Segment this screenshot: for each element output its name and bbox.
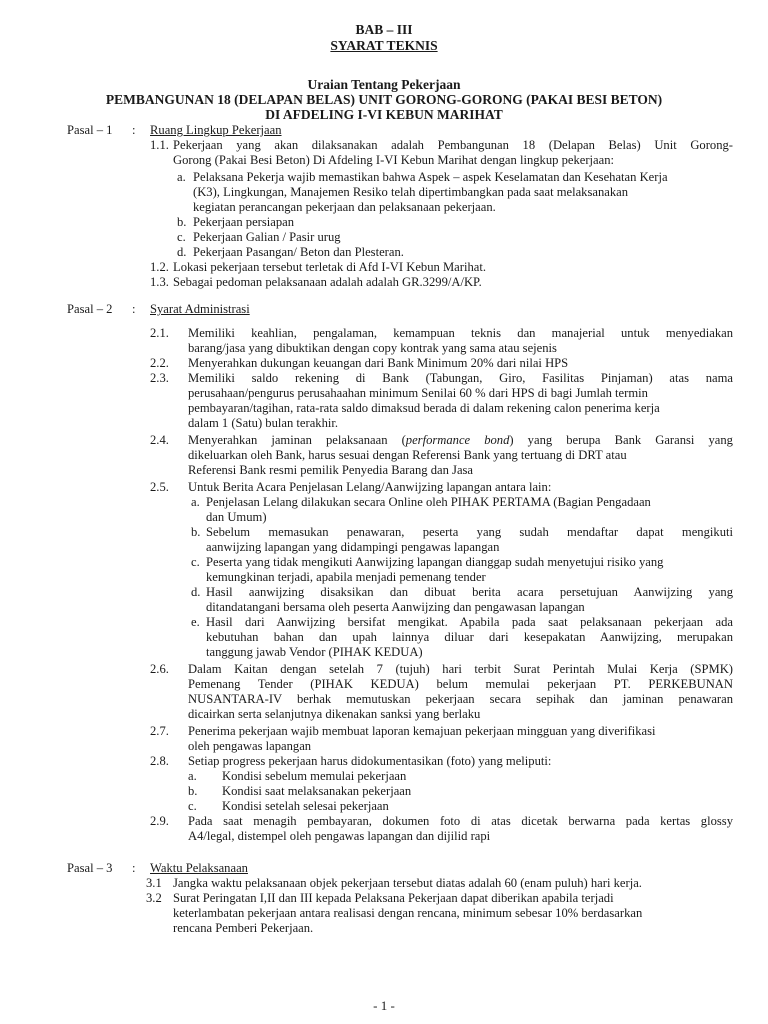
paragraph-line: Pada saat menagih pembayaran, dokumen foto di atas dicetak berwarna pada kertas glossy — [188, 814, 733, 828]
paragraph-line: Memiliki keahlian, pengalaman, kemampuan teknis dan manajerial untuk menyediakan — [188, 326, 733, 340]
project-title-line2: DI AFDELING I-VI KEBUN MARIHAT — [265, 107, 503, 122]
list-marker: c. — [188, 799, 197, 813]
document-title: SYARAT TEKNIS — [330, 38, 438, 53]
item-number: 2.9. — [150, 814, 169, 828]
paragraph-line: rencana Pemberi Pekerjaan. — [173, 921, 314, 935]
paragraph-line: Gorong (Pakai Besi Beton) Di Afdeling I-VI Kebun Marihat dengan lingkup pekerjaan: — [173, 153, 615, 167]
list-marker: e. — [191, 615, 200, 629]
item-number: 2.8. — [150, 754, 169, 768]
list-item-line: aanwijzing lapangan yang didampingi pengawas lapangan — [206, 540, 500, 554]
paragraph-line: dicairkan serta selanjutnya dikenakan sanksi yang berlaku — [188, 707, 481, 721]
list-item-line: kegiatan perancangan pekerjaan dan pelaksanaan pekerjaan. — [193, 200, 496, 214]
paragraph-line: Pemenang Tender (PIHAK KEDUA) belum memulai pekerjaan PT. PERKEBUNAN — [188, 677, 733, 691]
section-heading: Uraian Tentang Pekerjaan — [307, 77, 461, 92]
item-number: 2.4. — [150, 433, 169, 447]
paragraph-line: perusahaan/pengurus perusahaahan minimum Senilai 60 % dari HPS di bagi Jumlah termin — [188, 386, 648, 400]
paragraph-line: Setiap progress pekerjaan harus didokumentasikan (foto) yang meliputi: — [188, 754, 552, 768]
list-marker: b. — [188, 784, 198, 798]
list-item-line: Penjelasan Lelang dilakukan secara Online oleh PIHAK PERTAMA (Bagian Pengadaan — [206, 495, 651, 509]
pasal-2-colon: : — [132, 302, 136, 316]
pasal-3-label: Pasal – 3 — [67, 861, 113, 875]
paragraph-line: Dalam Kaitan dengan setelah 7 (tujuh) hari terbit Surat Perintah Mulai Kerja (SPMK) — [188, 662, 733, 676]
list-item: Kondisi sebelum memulai pekerjaan — [222, 769, 407, 783]
pasal-1-colon: : — [132, 123, 136, 137]
paragraph-line: dikeluarkan oleh Bank, harus sesuai dengan Referensi Bank yang tertuang di DRT atau — [188, 448, 627, 462]
item-number: 2.6. — [150, 662, 169, 676]
paragraph-line: keterlambatan pekerjaan antara realisasi dengan rencana, minimum sebesar 10% berdasarkan — [173, 906, 643, 920]
item-number: 1.1. — [150, 138, 169, 152]
list-item: Pekerjaan Galian / Pasir urug — [193, 230, 341, 244]
list-item-line: ditandatangani bersama oleh peserta Aanwijzing dan pengawasan lapangan — [206, 600, 585, 614]
item-number: 2.3. — [150, 371, 169, 385]
paragraph-line: Surat Peringatan I,II dan III kepada Pelaksana Pekerjaan dapat diberikan apabila terjadi — [173, 891, 614, 905]
item-number: 1.3. — [150, 275, 169, 289]
list-marker: a. — [188, 769, 197, 783]
list-item: Kondisi setelah selesai pekerjaan — [222, 799, 389, 813]
list-item-line: (K3), Lingkungan, Manajemen Resiko telah dipertimbangkan pada saat melaksanakan — [193, 185, 629, 199]
list-marker: c. — [191, 555, 200, 569]
item-number: 2.5. — [150, 480, 169, 494]
list-marker: d. — [177, 245, 187, 259]
item-number: 3.1 — [146, 876, 162, 890]
item-number: 3.2 — [146, 891, 162, 905]
paragraph-line: Memiliki saldo rekening di Bank (Tabungan, Giro, Fasilitas Pinjaman) atas nama — [188, 371, 733, 385]
item-number: 2.1. — [150, 326, 169, 340]
list-marker: d. — [191, 585, 201, 599]
paragraph-line: Untuk Berita Acara Penjelasan Lelang/Aanwijzing lapangan antara lain: — [188, 480, 552, 494]
pasal-3-colon: : — [132, 861, 136, 875]
list-item-line: Pelaksana Pekerja wajib memastikan bahwa Aspek – aspek Keselamatan dan Kesehatan Kerja — [193, 170, 668, 184]
list-item-line: Hasil aanwijzing disaksikan dan dibuat berita acara persetujuan Aanwijzing yang — [206, 585, 733, 599]
list-item-line: kebutuhan bahan dan upah lainnya diluar dari kesepakatan Aanwijzing, merupakan — [206, 630, 733, 644]
pasal-1-label: Pasal – 1 — [67, 123, 113, 137]
paragraph-line: Pekerjaan yang akan dilaksanakan adalah Pembangunan 18 (Delapan Belas) Unit Gorong- — [173, 138, 733, 152]
pasal-2-title: Syarat Administrasi — [150, 302, 250, 316]
list-item-line: dan Umum) — [206, 510, 267, 524]
paragraph-line: Sebagai pedoman pelaksanaan adalah adalah GR.3299/A/KP. — [173, 275, 482, 289]
list-item-line: Peserta yang tidak mengikuti Aanwijzing lapangan dianggap sudah menyetujui risiko yang — [206, 555, 664, 569]
item-number: 2.7. — [150, 724, 169, 738]
list-item: Pekerjaan persiapan — [193, 215, 295, 229]
list-marker: b. — [191, 525, 201, 539]
paragraph-line: Menyerahkan dukungan keuangan dari Bank Minimum 20% dari nilai HPS — [188, 356, 569, 370]
pasal-1-title: Ruang Lingkup Pekerjaan — [150, 123, 282, 137]
paragraph-line: Referensi Bank resmi pemilik Penyedia Barang dan Jasa — [188, 463, 474, 477]
paragraph-line: Penerima pekerjaan wajib membuat laporan kemajuan pekerjaan mingguan yang diverifikasi — [188, 724, 656, 738]
pasal-3-title: Waktu Pelaksanaan — [150, 861, 248, 875]
paragraph-line: oleh pengawas lapangan — [188, 739, 312, 753]
paragraph-line: Jangka waktu pelaksanaan objek pekerjaan tersebut diatas adalah 60 (enam puluh) hari kerja. — [173, 876, 642, 890]
paragraph-line: A4/legal, distempel oleh pengawas lapangan dan dijilid rapi — [188, 829, 491, 843]
list-item: Pekerjaan Pasangan/ Beton dan Plesteran. — [193, 245, 404, 259]
paragraph-line: dalam 1 (Satu) bulan terakhir. — [188, 416, 339, 430]
list-marker: a. — [177, 170, 186, 184]
chapter-label: BAB – III — [355, 22, 413, 37]
paragraph-line: pembayaran/tagihan, rata-rata saldo dimaksud berada di dalam rekening calon penerima kerja — [188, 401, 660, 415]
list-item-line: Sebelum memasukan penawaran, peserta yang sudah mendaftar dapat mengikuti — [206, 525, 733, 539]
list-marker: b. — [177, 215, 187, 229]
list-item-line: Hasil dari Aanwijzing bersifat mengikat. Apabila pada saat pelaksanaan pekerjaan ada — [206, 615, 733, 629]
pasal-2-label: Pasal – 2 — [67, 302, 113, 316]
paragraph-line: Lokasi pekerjaan tersebut terletak di Afd I-VI Kebun Marihat. — [173, 260, 486, 274]
list-item-line: tanggung jawab Vendor (PIHAK KEDUA) — [206, 645, 423, 659]
project-title-line1: PEMBANGUNAN 18 (DELAPAN BELAS) UNIT GORONG-GORONG (PAKAI BESI BETON) — [105, 92, 663, 107]
page-number: - 1 - — [373, 998, 395, 1013]
paragraph-line: barang/jasa yang dibuktikan dengan copy kontrak yang sama atau sejenis — [188, 341, 557, 355]
list-item: Kondisi saat melaksanakan pekerjaan — [222, 784, 412, 798]
list-item-line: kemungkinan terjadi, apabila menjadi pemenang tender — [206, 570, 486, 584]
item-number: 1.2. — [150, 260, 169, 274]
list-marker: c. — [177, 230, 186, 244]
paragraph-line: Menyerahkan jaminan pelaksanaan (performance bond) yang berupa Bank Garansi yang — [188, 433, 733, 447]
paragraph-line: NUSANTARA-IV berhak memutuskan pekerjaan secara sepihak dan jaminan penawaran — [188, 692, 733, 706]
list-marker: a. — [191, 495, 200, 509]
performance-bond-term: performance bond — [405, 433, 510, 447]
item-number: 2.2. — [150, 356, 169, 370]
